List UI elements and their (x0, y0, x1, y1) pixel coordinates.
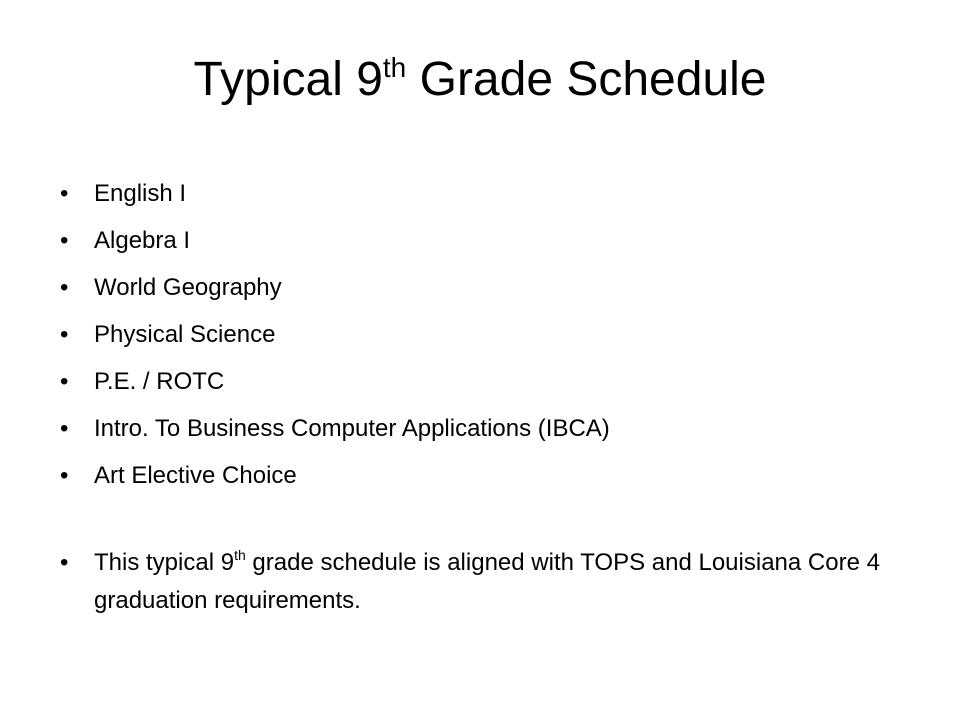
slide-title-suffix: Grade Schedule (406, 53, 767, 106)
bullet-icon: • (60, 368, 69, 395)
slide-title-prefix: Typical 9 (193, 53, 383, 106)
note-item (60, 545, 920, 619)
note-superscript: th (234, 547, 246, 563)
note-suffix: grade schedule is aligned with TOPS and Louisiana Core 4 graduation requirements. (94, 549, 880, 614)
course-list (60, 170, 920, 499)
slide-title (0, 50, 960, 116)
course-item (60, 264, 920, 311)
course-label: Intro. To Business Computer Applications (IBCA) (94, 415, 610, 442)
bullet-icon: • (60, 180, 69, 207)
course-label: Algebra I (94, 227, 191, 254)
bullet-icon: • (60, 462, 69, 489)
slide-title-superscript: th (382, 52, 407, 83)
bullet-icon: • (60, 274, 69, 301)
bullet-icon: • (60, 321, 69, 348)
course-label: Physical Science (94, 321, 276, 348)
course-item (60, 452, 920, 499)
course-item (60, 405, 920, 452)
course-item (60, 358, 920, 405)
course-label: World Geography (94, 274, 282, 301)
course-item (60, 311, 920, 358)
bullet-icon: • (60, 549, 69, 576)
course-label: P.E. / ROTC (94, 368, 225, 395)
course-item (60, 217, 920, 264)
course-label: English I (94, 180, 187, 207)
course-item (60, 170, 920, 217)
course-label: Art Elective Choice (94, 462, 297, 489)
bullet-icon: • (60, 227, 69, 254)
note-prefix: This typical 9 (94, 549, 235, 576)
bullet-icon: • (60, 415, 69, 442)
schedule-note (60, 545, 920, 619)
